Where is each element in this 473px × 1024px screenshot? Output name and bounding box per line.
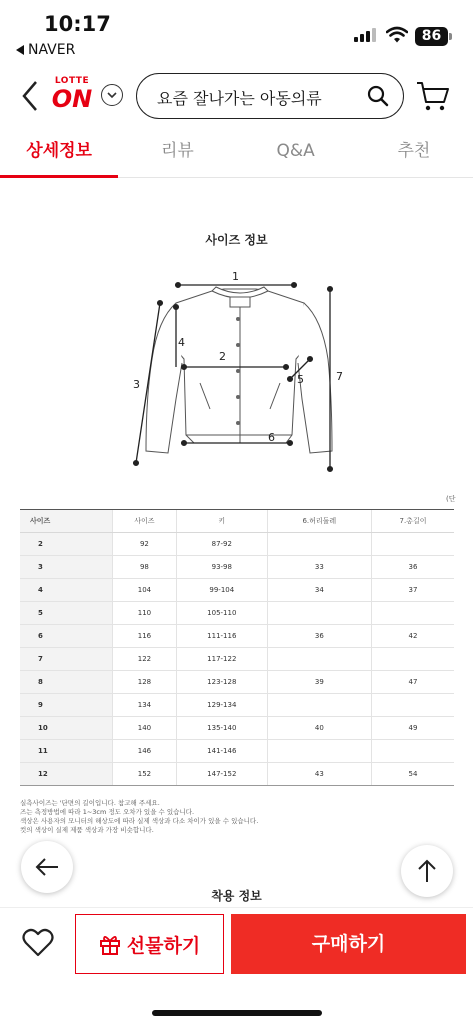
table-cell: 6 xyxy=(20,625,112,648)
table-cell: 10 xyxy=(20,717,112,740)
table-cell xyxy=(267,602,371,625)
table-cell: 4 xyxy=(20,579,112,602)
back-arrow-button[interactable] xyxy=(21,841,73,893)
signal-icon xyxy=(354,28,376,42)
table-cell: 33 xyxy=(267,556,371,579)
arrow-left-icon xyxy=(34,857,60,877)
table-cell: 5 xyxy=(20,602,112,625)
table-row xyxy=(20,533,454,556)
table-cell: 134 xyxy=(112,694,176,717)
table-cell: 43 xyxy=(267,763,371,786)
table-cell: 39 xyxy=(267,671,371,694)
diagram-label-7: 7 xyxy=(336,370,343,383)
table-cell: 93-98 xyxy=(176,556,267,579)
table-row xyxy=(20,625,454,648)
table-cell: 116 xyxy=(112,625,176,648)
table-cell: 47 xyxy=(371,671,454,694)
col-header: 사이즈 xyxy=(20,510,112,533)
table-cell: 9 xyxy=(20,694,112,717)
table-row xyxy=(20,694,454,717)
col-header: 7.총길이 xyxy=(371,510,454,533)
tab-reviews[interactable]: 리뷰 xyxy=(160,141,194,161)
table-cell: 152 xyxy=(112,763,176,786)
table-cell: 36 xyxy=(371,556,454,579)
diagram-label-6: 6 xyxy=(268,431,275,444)
table-cell: 98 xyxy=(112,556,176,579)
table-cell: 36 xyxy=(267,625,371,648)
table-cell: 128 xyxy=(112,671,176,694)
table-cell: 122 xyxy=(112,648,176,671)
wifi-icon xyxy=(386,26,408,44)
table-row xyxy=(20,740,454,763)
table-cell: 117-122 xyxy=(176,648,267,671)
table-cell: 111-116 xyxy=(176,625,267,648)
tab-qna[interactable]: Q&A xyxy=(276,141,315,161)
lotte-on-logo[interactable]: LOTTE ON xyxy=(51,76,93,113)
size-table-header xyxy=(20,510,454,533)
table-cell: 7 xyxy=(20,648,112,671)
table-cell: 104 xyxy=(112,579,176,602)
size-note: 컷의 색상이 실제 제품 색상과 가장 비슷합니다. xyxy=(20,826,154,834)
unit-label: (단 xyxy=(446,495,456,503)
col-header: 사이즈 xyxy=(112,510,176,533)
search-icon[interactable] xyxy=(367,85,389,107)
table-cell: 3 xyxy=(20,556,112,579)
product-detail-content xyxy=(0,179,473,906)
size-note: 색상은 사용자의 모니터의 해상도에 따라 실제 색상과 다소 차이가 있을 수 있습니다. xyxy=(20,817,259,825)
back-to-app-link[interactable] xyxy=(16,42,75,58)
diagram-label-1: 1 xyxy=(232,270,239,283)
table-cell: 11 xyxy=(20,740,112,763)
battery-indicator: 86 xyxy=(415,27,448,46)
table-cell: 110 xyxy=(112,602,176,625)
status-time: 10:17 xyxy=(44,12,111,36)
table-row xyxy=(20,671,454,694)
chevron-down-icon[interactable] xyxy=(101,84,123,106)
size-note: 즈는 측정방법에 따라 1~3cm 정도 오차가 있을 수 있습니다. xyxy=(20,808,195,816)
table-row xyxy=(20,763,454,786)
size-note: 실측사이즈는 '단면의 길이입니다. 참고해 주세요. xyxy=(20,799,160,807)
search-input[interactable] xyxy=(136,73,404,119)
heart-icon[interactable] xyxy=(22,928,54,958)
size-notes xyxy=(20,799,258,835)
col-header: 키 xyxy=(176,510,267,533)
table-cell xyxy=(267,694,371,717)
scroll-top-button[interactable] xyxy=(401,845,453,897)
table-cell: 99-104 xyxy=(176,579,267,602)
gift-button-label: 선물하기 xyxy=(126,934,201,957)
tab-details[interactable]: 상세정보 xyxy=(0,128,118,177)
table-cell xyxy=(371,602,454,625)
col-header: 6.허리둘레 xyxy=(267,510,371,533)
table-cell: 8 xyxy=(20,671,112,694)
buy-button[interactable]: 구매하기 xyxy=(231,914,466,974)
table-row xyxy=(20,717,454,740)
back-app-label: NAVER xyxy=(28,42,76,58)
table-row xyxy=(20,648,454,671)
arrow-up-icon xyxy=(417,858,437,884)
jacket-size-diagram xyxy=(120,267,360,477)
cart-icon[interactable] xyxy=(416,80,450,112)
table-cell xyxy=(267,648,371,671)
table-cell: 129-134 xyxy=(176,694,267,717)
table-cell xyxy=(267,533,371,556)
table-cell xyxy=(371,533,454,556)
home-indicator xyxy=(152,1010,322,1016)
table-cell: 87-92 xyxy=(176,533,267,556)
diagram-label-5: 5 xyxy=(297,373,304,386)
table-row xyxy=(20,602,454,625)
size-table xyxy=(20,509,454,786)
table-cell: 92 xyxy=(112,533,176,556)
back-triangle-icon xyxy=(16,45,24,55)
purchase-bar xyxy=(0,907,473,1024)
table-row xyxy=(20,556,454,579)
table-cell: 12 xyxy=(20,763,112,786)
table-cell: 42 xyxy=(371,625,454,648)
table-cell xyxy=(371,648,454,671)
diagram-label-3: 3 xyxy=(133,378,140,391)
table-cell: 140 xyxy=(112,717,176,740)
gift-icon xyxy=(99,933,121,955)
table-cell xyxy=(371,740,454,763)
table-cell: 54 xyxy=(371,763,454,786)
diagram-label-2: 2 xyxy=(219,350,226,363)
table-cell: 135-140 xyxy=(176,717,267,740)
table-cell xyxy=(267,740,371,763)
wear-info-title: 착용 정보 xyxy=(211,889,262,903)
table-cell: 123-128 xyxy=(176,671,267,694)
search-value: 요즘 잘나가는 아동의류 xyxy=(157,89,322,108)
table-row xyxy=(20,579,454,602)
table-cell: 40 xyxy=(267,717,371,740)
table-cell: 37 xyxy=(371,579,454,602)
gift-button[interactable] xyxy=(75,914,224,974)
size-info-title: 사이즈 정보 xyxy=(205,233,268,247)
detail-tabs xyxy=(0,128,473,178)
back-chevron-icon[interactable] xyxy=(20,80,40,112)
table-cell: 141-146 xyxy=(176,740,267,763)
table-cell xyxy=(371,694,454,717)
tab-recommend[interactable]: 추천 xyxy=(397,141,431,161)
app-header xyxy=(0,64,473,128)
table-cell: 105-110 xyxy=(176,602,267,625)
table-cell: 146 xyxy=(112,740,176,763)
diagram-label-4: 4 xyxy=(178,336,185,349)
table-cell: 147-152 xyxy=(176,763,267,786)
status-bar xyxy=(0,0,473,64)
table-cell: 49 xyxy=(371,717,454,740)
table-cell: 2 xyxy=(20,533,112,556)
table-cell: 34 xyxy=(267,579,371,602)
